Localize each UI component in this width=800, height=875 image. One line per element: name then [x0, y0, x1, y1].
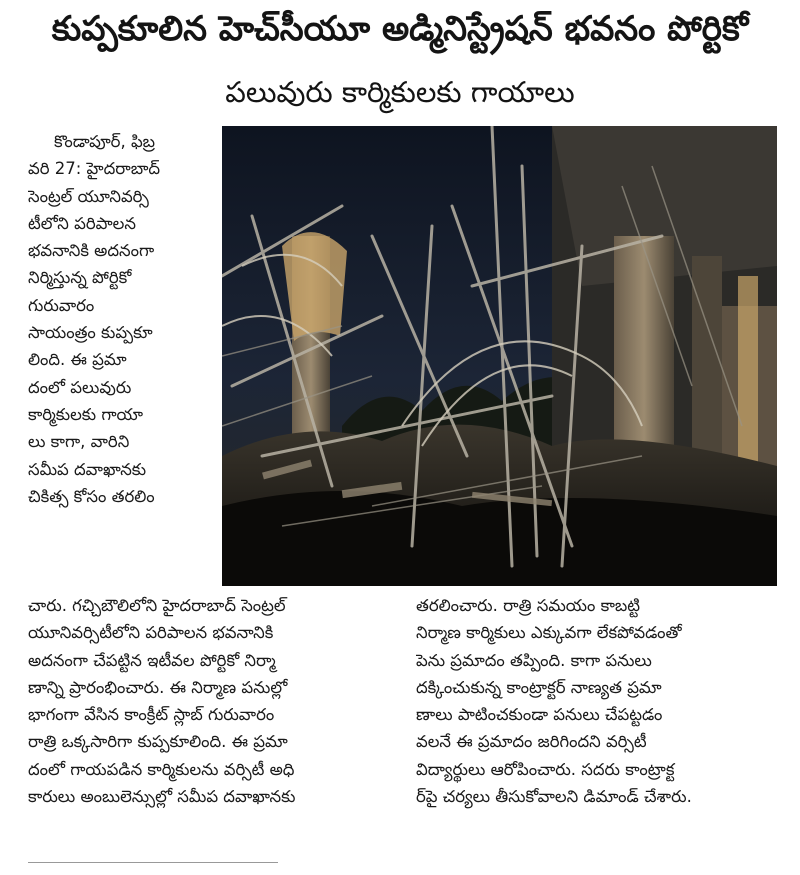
body-line: లు కాగా, వారిని	[28, 432, 130, 452]
body-line: గురువారం	[28, 295, 95, 315]
headline: కుప్పకూలిన హెచ్‌సీయూ అడ్మినిస్ట్రేషన్ భవనం పోర్టికో	[51, 9, 749, 49]
body-line: కారులు అంబులెన్సుల్లో సమీప దవాఖానకు	[28, 787, 296, 807]
body-line: వలనే ఈ ప్రమాదం జరిగిందని వర్సిటీ	[416, 732, 647, 752]
article-body-column-narrow	[28, 128, 214, 510]
body-line: విద్యార్థులు ఆరోపించారు. సదరు కాంట్రాక్ట	[416, 759, 675, 779]
body-line: నిర్మిస్తున్న పోర్టికో	[28, 268, 132, 288]
article-body-column-left	[28, 592, 408, 810]
body-line: చికిత్స కోసం తరలిం	[28, 486, 155, 506]
body-line: ర్‌పై చర్యలు తీసుకోవాలని డిమాండ్ చేశారు.	[416, 787, 692, 807]
body-line: టీలోని పరిపాలన	[28, 213, 136, 233]
article-body-column-right	[416, 592, 780, 810]
photo-illustration	[222, 126, 777, 586]
body-line: లింది. ఈ ప్రమా	[28, 350, 127, 370]
body-line: దంలో గాయపడిన కార్మికులను వర్సిటీ అధి	[28, 759, 295, 779]
body-line: ణాలు పాటించకుండా పనులు చేపట్టడం	[416, 705, 663, 725]
bottom-divider	[28, 862, 278, 863]
collapsed-portico-photo	[222, 126, 777, 586]
body-line: సెంట్రల్ యూనివర్సి	[28, 186, 149, 206]
body-line: కొండాపూర్, ఫిబ్ర	[54, 132, 156, 151]
body-line: భవనానికి అదనంగా	[28, 241, 155, 261]
subheadline: పలువురు కార్మికులకు గాయాలు	[225, 75, 575, 109]
body-line: భాగంగా వేసిన కాంక్రీట్ స్లాబ్ గురువారం	[28, 705, 275, 725]
body-line: చారు. గచ్చిబౌలిలోని హైదరాబాద్ సెంట్రల్	[28, 596, 286, 615]
body-line: కార్మికులకు గాయా	[28, 404, 144, 424]
body-line: వరి 27: హైదరాబాద్	[28, 159, 161, 179]
body-line: రాత్రి ఒక్కసారిగా కుప్పకూలింది. ఈ ప్రమా	[28, 732, 288, 752]
body-line: సమీప దవాఖానకు	[28, 459, 147, 479]
body-line: యూనివర్సిటీలోని పరిపాలన భవనానికి	[28, 623, 274, 643]
body-line: పెను ప్రమాదం తప్పింది. కాగా పనులు	[416, 650, 652, 670]
body-line: సాయంత్రం కుప్పకూ	[28, 323, 153, 343]
body-line: తరలించారు. రాత్రి సమయం కాబట్టి	[416, 596, 641, 615]
body-line: నిర్మాణ కార్మికులు ఎక్కువగా లేకపోవడంతో	[416, 623, 682, 643]
body-line: దంలో పలువురు	[28, 377, 132, 397]
body-line: దక్కించుకున్న కాంట్రాక్టర్ నాణ్యత ప్రమా	[416, 677, 662, 697]
body-line: ణాన్ని ప్రారంభించారు. ఈ నిర్మాణ పనుల్లో	[28, 677, 288, 697]
body-line: అదనంగా చేపట్టిన ఇటీవల పోర్టికో నిర్మా	[28, 650, 276, 670]
